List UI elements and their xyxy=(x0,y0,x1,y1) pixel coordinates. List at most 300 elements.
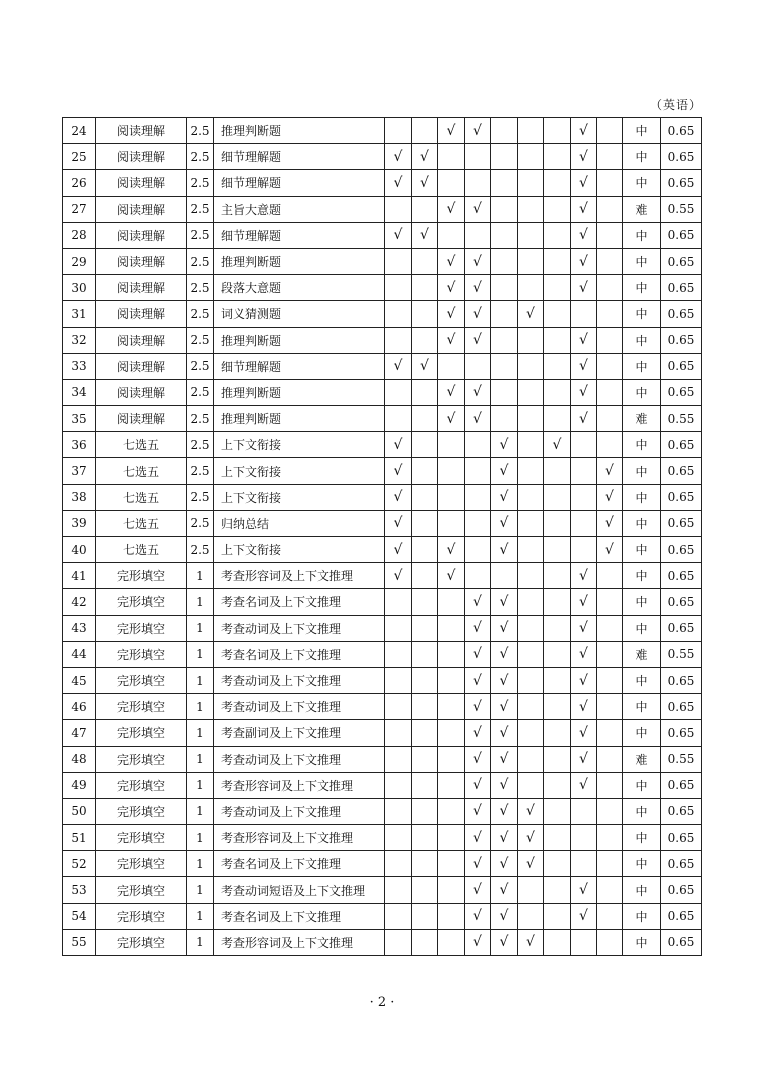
question-number-cell: 46 xyxy=(63,694,96,720)
check-cell: √ xyxy=(465,248,491,274)
check-cell: √ xyxy=(491,746,518,772)
difficulty-cell: 中 xyxy=(623,327,661,353)
check-cell xyxy=(412,746,438,772)
check-cell xyxy=(544,196,571,222)
check-cell xyxy=(438,458,465,484)
check-cell xyxy=(385,929,412,955)
check-cell xyxy=(412,929,438,955)
check-cell xyxy=(412,641,438,667)
check-cell xyxy=(544,877,571,903)
check-cell: √ xyxy=(438,563,465,589)
table-row xyxy=(63,746,702,772)
question-analysis-table xyxy=(62,117,702,956)
check-cell: √ xyxy=(571,248,597,274)
check-cell xyxy=(518,222,544,248)
check-cell: √ xyxy=(491,432,518,458)
check-cell xyxy=(544,327,571,353)
check-cell xyxy=(412,248,438,274)
difficulty-value-cell: 0.65 xyxy=(661,327,702,353)
check-cell xyxy=(412,877,438,903)
check-cell: √ xyxy=(571,772,597,798)
check-cell xyxy=(544,825,571,851)
check-cell xyxy=(518,510,544,536)
knowledge-point-cell: 上下文衔接 xyxy=(214,458,385,484)
question-type-cell: 完形填空 xyxy=(96,825,187,851)
knowledge-point-cell: 归纳总结 xyxy=(214,510,385,536)
check-cell xyxy=(385,379,412,405)
check-cell: √ xyxy=(518,851,544,877)
check-cell xyxy=(385,589,412,615)
question-number-cell: 48 xyxy=(63,746,96,772)
question-type-cell: 阅读理解 xyxy=(96,275,187,301)
check-cell xyxy=(465,484,491,510)
check-cell xyxy=(597,746,623,772)
table-row xyxy=(63,903,702,929)
difficulty-cell: 中 xyxy=(623,275,661,301)
check-cell xyxy=(597,118,623,144)
difficulty-value-cell: 0.55 xyxy=(661,196,702,222)
question-number-cell: 38 xyxy=(63,484,96,510)
check-cell xyxy=(518,275,544,301)
difficulty-cell: 中 xyxy=(623,903,661,929)
check-cell: √ xyxy=(518,798,544,824)
question-number-cell: 39 xyxy=(63,510,96,536)
check-cell xyxy=(571,484,597,510)
check-cell xyxy=(597,379,623,405)
check-cell xyxy=(412,275,438,301)
table-row xyxy=(63,222,702,248)
check-cell xyxy=(438,929,465,955)
check-cell xyxy=(412,615,438,641)
check-cell xyxy=(597,720,623,746)
check-cell xyxy=(438,798,465,824)
check-cell: √ xyxy=(385,222,412,248)
difficulty-value-cell: 0.65 xyxy=(661,484,702,510)
score-cell: 1 xyxy=(187,720,214,746)
check-cell xyxy=(544,903,571,929)
score-cell: 1 xyxy=(187,746,214,772)
check-cell xyxy=(597,877,623,903)
check-cell: √ xyxy=(465,667,491,693)
check-cell xyxy=(438,484,465,510)
check-cell: √ xyxy=(385,510,412,536)
check-cell: √ xyxy=(438,537,465,563)
check-cell xyxy=(544,118,571,144)
check-cell xyxy=(412,537,438,563)
check-cell: √ xyxy=(412,170,438,196)
check-cell: √ xyxy=(438,379,465,405)
check-cell: √ xyxy=(571,222,597,248)
difficulty-value-cell: 0.65 xyxy=(661,432,702,458)
check-cell xyxy=(518,694,544,720)
check-cell: √ xyxy=(571,589,597,615)
knowledge-point-cell: 推理判断题 xyxy=(214,327,385,353)
check-cell: √ xyxy=(491,720,518,746)
subject-label: （英语） xyxy=(649,98,702,112)
question-number-cell: 55 xyxy=(63,929,96,955)
check-cell: √ xyxy=(571,720,597,746)
question-number-cell: 25 xyxy=(63,144,96,170)
knowledge-point-cell: 考查形容词及上下文推理 xyxy=(214,825,385,851)
check-cell xyxy=(597,589,623,615)
check-cell: √ xyxy=(491,877,518,903)
check-cell: √ xyxy=(412,222,438,248)
score-cell: 2.5 xyxy=(187,248,214,274)
table-row xyxy=(63,929,702,955)
difficulty-value-cell: 0.65 xyxy=(661,537,702,563)
check-cell xyxy=(438,825,465,851)
check-cell xyxy=(518,720,544,746)
check-cell: √ xyxy=(385,144,412,170)
question-type-cell: 阅读理解 xyxy=(96,353,187,379)
check-cell: √ xyxy=(571,118,597,144)
difficulty-cell: 中 xyxy=(623,694,661,720)
check-cell: √ xyxy=(491,772,518,798)
check-cell xyxy=(438,641,465,667)
score-cell: 2.5 xyxy=(187,379,214,405)
check-cell: √ xyxy=(385,537,412,563)
table-row xyxy=(63,537,702,563)
question-number-cell: 30 xyxy=(63,275,96,301)
check-cell xyxy=(412,301,438,327)
check-cell xyxy=(491,353,518,379)
score-cell: 1 xyxy=(187,667,214,693)
question-number-cell: 32 xyxy=(63,327,96,353)
check-cell: √ xyxy=(465,196,491,222)
question-type-cell: 阅读理解 xyxy=(96,118,187,144)
check-cell: √ xyxy=(465,877,491,903)
score-cell: 2.5 xyxy=(187,510,214,536)
knowledge-point-cell: 段落大意题 xyxy=(214,275,385,301)
question-number-cell: 37 xyxy=(63,458,96,484)
check-cell xyxy=(544,301,571,327)
score-cell: 1 xyxy=(187,929,214,955)
knowledge-point-cell: 考查名词及上下文推理 xyxy=(214,903,385,929)
check-cell xyxy=(385,301,412,327)
table-row xyxy=(63,301,702,327)
check-cell xyxy=(597,615,623,641)
question-number-cell: 45 xyxy=(63,667,96,693)
check-cell xyxy=(518,746,544,772)
check-cell xyxy=(438,746,465,772)
difficulty-value-cell: 0.65 xyxy=(661,170,702,196)
check-cell: √ xyxy=(544,432,571,458)
check-cell xyxy=(438,144,465,170)
check-cell xyxy=(491,275,518,301)
difficulty-value-cell: 0.55 xyxy=(661,746,702,772)
difficulty-value-cell: 0.65 xyxy=(661,222,702,248)
question-type-cell: 完形填空 xyxy=(96,746,187,772)
check-cell xyxy=(465,222,491,248)
check-cell xyxy=(491,563,518,589)
difficulty-value-cell: 0.65 xyxy=(661,118,702,144)
check-cell: √ xyxy=(518,929,544,955)
check-cell xyxy=(518,248,544,274)
check-cell: √ xyxy=(465,615,491,641)
check-cell xyxy=(518,537,544,563)
score-cell: 1 xyxy=(187,641,214,667)
check-cell xyxy=(518,484,544,510)
check-cell xyxy=(438,432,465,458)
check-cell: √ xyxy=(438,196,465,222)
knowledge-point-cell: 细节理解题 xyxy=(214,353,385,379)
difficulty-cell: 中 xyxy=(623,877,661,903)
check-cell xyxy=(491,170,518,196)
question-type-cell: 七选五 xyxy=(96,537,187,563)
difficulty-cell: 中 xyxy=(623,301,661,327)
check-cell: √ xyxy=(465,694,491,720)
check-cell xyxy=(385,248,412,274)
check-cell xyxy=(412,406,438,432)
knowledge-point-cell: 考查名词及上下文推理 xyxy=(214,589,385,615)
check-cell xyxy=(544,615,571,641)
table-body xyxy=(63,118,702,956)
question-number-cell: 41 xyxy=(63,563,96,589)
check-cell xyxy=(465,537,491,563)
check-cell: √ xyxy=(597,510,623,536)
check-cell xyxy=(597,275,623,301)
check-cell: √ xyxy=(571,353,597,379)
check-cell: √ xyxy=(465,589,491,615)
check-cell xyxy=(465,353,491,379)
check-cell xyxy=(544,353,571,379)
check-cell: √ xyxy=(571,406,597,432)
table-row xyxy=(63,379,702,405)
table-row xyxy=(63,118,702,144)
check-cell: √ xyxy=(491,929,518,955)
check-cell xyxy=(518,641,544,667)
check-cell xyxy=(438,222,465,248)
check-cell xyxy=(385,903,412,929)
question-number-cell: 44 xyxy=(63,641,96,667)
knowledge-point-cell: 考查动词及上下文推理 xyxy=(214,798,385,824)
check-cell xyxy=(571,798,597,824)
check-cell: √ xyxy=(465,327,491,353)
check-cell xyxy=(385,615,412,641)
knowledge-point-cell: 考查形容词及上下文推理 xyxy=(214,929,385,955)
knowledge-point-cell: 推理判断题 xyxy=(214,379,385,405)
difficulty-value-cell: 0.65 xyxy=(661,825,702,851)
check-cell xyxy=(597,170,623,196)
check-cell: √ xyxy=(571,641,597,667)
difficulty-value-cell: 0.65 xyxy=(661,510,702,536)
check-cell xyxy=(571,432,597,458)
check-cell xyxy=(491,196,518,222)
check-cell xyxy=(465,510,491,536)
check-cell xyxy=(571,825,597,851)
check-cell xyxy=(412,196,438,222)
score-cell: 2.5 xyxy=(187,458,214,484)
check-cell xyxy=(518,877,544,903)
knowledge-point-cell: 推理判断题 xyxy=(214,118,385,144)
check-cell: √ xyxy=(571,903,597,929)
check-cell: √ xyxy=(465,798,491,824)
check-cell: √ xyxy=(438,406,465,432)
check-cell: √ xyxy=(571,694,597,720)
difficulty-cell: 中 xyxy=(623,615,661,641)
check-cell xyxy=(544,275,571,301)
check-cell xyxy=(465,170,491,196)
check-cell: √ xyxy=(438,118,465,144)
check-cell xyxy=(385,746,412,772)
check-cell: √ xyxy=(518,301,544,327)
check-cell xyxy=(438,667,465,693)
question-type-cell: 完形填空 xyxy=(96,641,187,667)
check-cell: √ xyxy=(465,275,491,301)
question-type-cell: 阅读理解 xyxy=(96,406,187,432)
question-type-cell: 完形填空 xyxy=(96,720,187,746)
check-cell: √ xyxy=(597,484,623,510)
check-cell xyxy=(385,694,412,720)
check-cell xyxy=(544,144,571,170)
check-cell xyxy=(518,667,544,693)
difficulty-cell: 中 xyxy=(623,458,661,484)
score-cell: 1 xyxy=(187,589,214,615)
question-type-cell: 阅读理解 xyxy=(96,248,187,274)
check-cell xyxy=(385,406,412,432)
check-cell xyxy=(518,196,544,222)
check-cell xyxy=(385,772,412,798)
check-cell: √ xyxy=(465,929,491,955)
check-cell xyxy=(597,929,623,955)
question-number-cell: 51 xyxy=(63,825,96,851)
difficulty-cell: 中 xyxy=(623,144,661,170)
knowledge-point-cell: 细节理解题 xyxy=(214,144,385,170)
check-cell xyxy=(465,563,491,589)
question-type-cell: 完形填空 xyxy=(96,694,187,720)
question-type-cell: 阅读理解 xyxy=(96,379,187,405)
check-cell xyxy=(438,170,465,196)
difficulty-value-cell: 0.65 xyxy=(661,248,702,274)
check-cell xyxy=(597,772,623,798)
check-cell: √ xyxy=(465,641,491,667)
check-cell xyxy=(518,772,544,798)
check-cell xyxy=(465,432,491,458)
check-cell xyxy=(412,694,438,720)
table-row xyxy=(63,825,702,851)
score-cell: 2.5 xyxy=(187,301,214,327)
difficulty-value-cell: 0.65 xyxy=(661,798,702,824)
question-type-cell: 阅读理解 xyxy=(96,222,187,248)
score-cell: 2.5 xyxy=(187,144,214,170)
check-cell xyxy=(412,484,438,510)
score-cell: 2.5 xyxy=(187,406,214,432)
check-cell xyxy=(597,851,623,877)
check-cell: √ xyxy=(491,903,518,929)
check-cell xyxy=(518,589,544,615)
check-cell xyxy=(412,327,438,353)
check-cell xyxy=(544,537,571,563)
score-cell: 1 xyxy=(187,798,214,824)
check-cell xyxy=(571,537,597,563)
table-row xyxy=(63,327,702,353)
difficulty-cell: 中 xyxy=(623,667,661,693)
check-cell xyxy=(571,851,597,877)
difficulty-value-cell: 0.65 xyxy=(661,379,702,405)
check-cell: √ xyxy=(491,589,518,615)
check-cell: √ xyxy=(385,563,412,589)
question-number-cell: 49 xyxy=(63,772,96,798)
score-cell: 2.5 xyxy=(187,537,214,563)
question-type-cell: 完形填空 xyxy=(96,667,187,693)
question-number-cell: 54 xyxy=(63,903,96,929)
check-cell: √ xyxy=(571,275,597,301)
question-type-cell: 完形填空 xyxy=(96,589,187,615)
score-cell: 2.5 xyxy=(187,196,214,222)
difficulty-cell: 中 xyxy=(623,170,661,196)
question-number-cell: 43 xyxy=(63,615,96,641)
score-cell: 2.5 xyxy=(187,170,214,196)
difficulty-value-cell: 0.65 xyxy=(661,877,702,903)
check-cell xyxy=(412,118,438,144)
check-cell: √ xyxy=(491,510,518,536)
question-number-cell: 27 xyxy=(63,196,96,222)
check-cell: √ xyxy=(571,379,597,405)
knowledge-point-cell: 考查形容词及上下文推理 xyxy=(214,563,385,589)
check-cell xyxy=(597,196,623,222)
difficulty-cell: 中 xyxy=(623,825,661,851)
difficulty-value-cell: 0.55 xyxy=(661,641,702,667)
difficulty-cell: 难 xyxy=(623,196,661,222)
check-cell xyxy=(597,825,623,851)
check-cell xyxy=(412,825,438,851)
difficulty-value-cell: 0.65 xyxy=(661,772,702,798)
check-cell: √ xyxy=(412,353,438,379)
question-type-cell: 完形填空 xyxy=(96,615,187,641)
table-row xyxy=(63,144,702,170)
check-cell: √ xyxy=(438,327,465,353)
check-cell xyxy=(597,144,623,170)
score-cell: 2.5 xyxy=(187,327,214,353)
check-cell xyxy=(571,301,597,327)
check-cell: √ xyxy=(465,746,491,772)
check-cell xyxy=(518,379,544,405)
knowledge-point-cell: 考查动词短语及上下文推理 xyxy=(214,877,385,903)
check-cell xyxy=(544,720,571,746)
difficulty-value-cell: 0.65 xyxy=(661,667,702,693)
check-cell xyxy=(544,641,571,667)
difficulty-cell: 中 xyxy=(623,537,661,563)
table-row xyxy=(63,563,702,589)
check-cell: √ xyxy=(385,432,412,458)
check-cell xyxy=(385,327,412,353)
question-number-cell: 52 xyxy=(63,851,96,877)
knowledge-point-cell: 主旨大意题 xyxy=(214,196,385,222)
check-cell: √ xyxy=(385,484,412,510)
table-row xyxy=(63,589,702,615)
check-cell xyxy=(544,248,571,274)
score-cell: 1 xyxy=(187,615,214,641)
difficulty-cell: 中 xyxy=(623,589,661,615)
check-cell xyxy=(438,510,465,536)
question-type-cell: 阅读理解 xyxy=(96,196,187,222)
check-cell xyxy=(597,406,623,432)
difficulty-value-cell: 0.65 xyxy=(661,301,702,327)
check-cell: √ xyxy=(412,144,438,170)
check-cell xyxy=(438,851,465,877)
check-cell xyxy=(544,746,571,772)
check-cell: √ xyxy=(465,851,491,877)
question-type-cell: 阅读理解 xyxy=(96,170,187,196)
check-cell: √ xyxy=(571,144,597,170)
check-cell: √ xyxy=(491,694,518,720)
check-cell xyxy=(438,694,465,720)
table-row xyxy=(63,877,702,903)
check-cell xyxy=(544,484,571,510)
difficulty-cell: 中 xyxy=(623,851,661,877)
table-row xyxy=(63,458,702,484)
question-number-cell: 53 xyxy=(63,877,96,903)
